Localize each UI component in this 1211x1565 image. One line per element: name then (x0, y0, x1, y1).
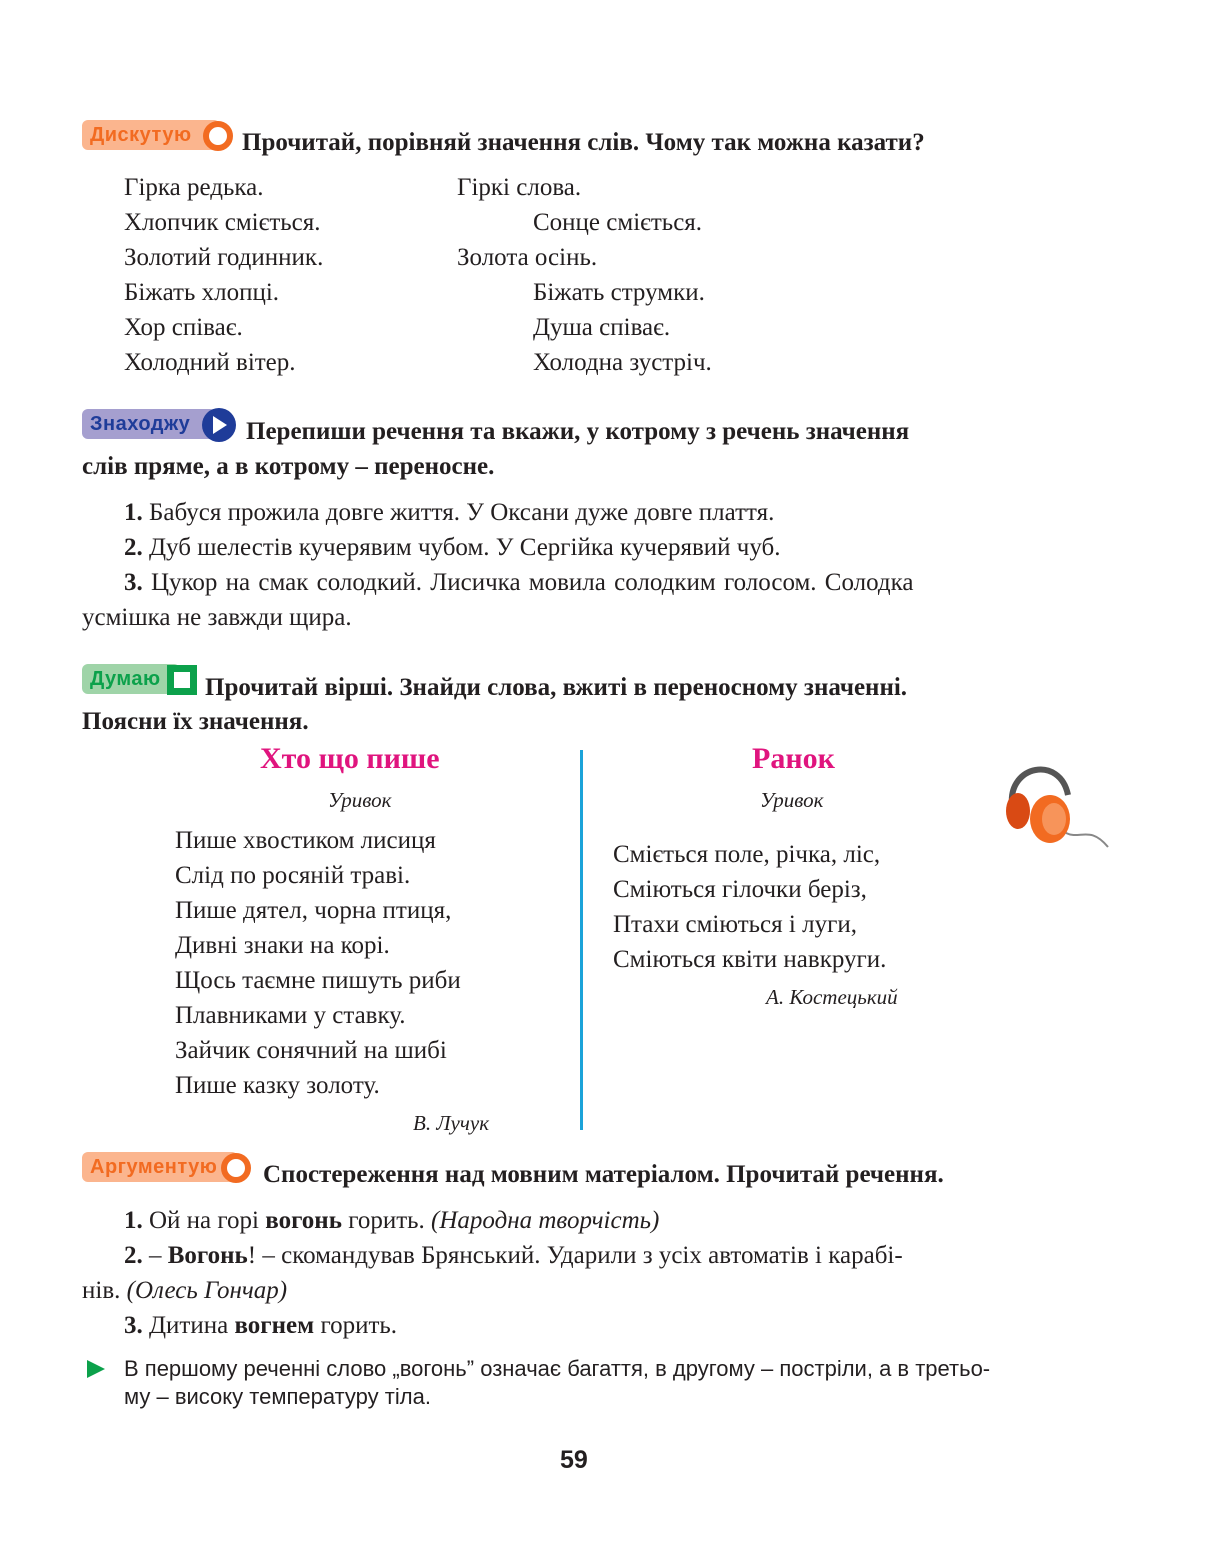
section-heading: Перепиши речення та вкажи, у котрому з речень значення (246, 418, 910, 445)
example-sentence-cont: нів. (Олесь Гончар) (82, 1277, 288, 1304)
poem-author: В. Лучук (413, 1111, 490, 1135)
section-heading: Прочитай, порівняй значення слів. Чому так можна казати? (242, 129, 925, 156)
poem-line: Слід по росяній траві. (175, 862, 411, 889)
section-heading: Поясни їх значення. (82, 708, 309, 735)
list-item: 3. Цукор на смак солодкий. Лисичка мовила солодким голосом. Солодка (124, 569, 914, 596)
arrow-icon (87, 1360, 105, 1378)
poem-line: Зайчик сонячний на шибі (175, 1037, 447, 1064)
poem-line: Птахи сміються і луги, (613, 911, 857, 938)
poem-line: Пише хвостиком лисиця (175, 827, 436, 854)
circle-icon (221, 1153, 251, 1183)
phrase: Біжать струмки. (533, 279, 705, 306)
section-heading: слів пряме, а в котрому – переносне. (82, 453, 495, 480)
poem-line: Сміються квіти навкруги. (613, 946, 887, 973)
poem-title: Ранок (752, 742, 835, 775)
list-item: 1. Бабуся прожила довге життя. У Оксани дуже довге плаття. (124, 499, 775, 526)
poem-subtitle: Уривок (760, 788, 824, 812)
example-sentence: 3. Дитина вогнем горить. (124, 1312, 398, 1339)
list-item-cont: усмішка не завжди щира. (82, 604, 352, 631)
phrase: Сонце сміється. (533, 209, 703, 236)
phrase: Душа співає. (533, 314, 671, 341)
play-icon (202, 408, 236, 442)
poem-line: Сміються гілочки беріз, (613, 876, 867, 903)
poem-line: Пише дятел, чорна птиця, (175, 897, 452, 924)
phrase: Золотий годинник. (124, 244, 324, 271)
phrase: Біжать хлопці. (124, 279, 280, 306)
divider (580, 750, 583, 1130)
page-number: 59 (560, 1446, 588, 1474)
phrase: Хлопчик сміється. (124, 209, 321, 236)
badge-find: Знаходжу (82, 409, 216, 439)
poem-line: Дивні знаки на корі. (175, 932, 390, 959)
phrase: Холодний вітер. (124, 349, 296, 376)
section-heading: Спостереження над мовним матеріалом. Прочитай речення. (263, 1161, 944, 1188)
poem-line: Щось таємне пишуть риби (175, 967, 461, 994)
badge-discuss: Дискутую (82, 120, 220, 150)
phrase: Гірка редька. (124, 174, 264, 201)
list-item: 2. Дуб шелестів кучерявим чубом. У Сергійка кучерявий чуб. (124, 534, 781, 561)
headphones-icon (1000, 755, 1115, 855)
badge-argue: Аргументую (82, 1152, 238, 1182)
phrase: Гіркі слова. (457, 174, 582, 201)
square-icon (167, 665, 197, 695)
poem-author: А. Костецький (766, 985, 898, 1009)
poem-line: Плавниками у ставку. (175, 1002, 406, 1029)
example-sentence: 1. Ой на горі вогонь горить. (Народна творчість) (124, 1207, 660, 1234)
explanation-note: му – високу температуру тіла. (124, 1384, 431, 1409)
phrase: Холодна зустріч. (533, 349, 712, 376)
poem-subtitle: Уривок (328, 788, 392, 812)
phrase: Хор співає. (124, 314, 243, 341)
poem-line: Пише казку золоту. (175, 1072, 380, 1099)
explanation-note: В першому реченні слово „вогонь” означає багаття, в другому – постріли, а в третьо- (124, 1356, 991, 1381)
poem-title: Хто що пише (260, 742, 440, 775)
badge-think: Думаю (82, 664, 180, 694)
section-heading: Прочитай вірші. Знайди слова, вжиті в переносному значенні. (205, 674, 908, 701)
phrase: Золота осінь. (457, 244, 598, 271)
circle-icon (203, 121, 233, 151)
poem-line: Сміється поле, річка, ліс, (613, 841, 881, 868)
example-sentence: 2. – Вогонь! – скомандував Брянський. Ударили з усіх автоматів і карабі- (124, 1242, 903, 1269)
